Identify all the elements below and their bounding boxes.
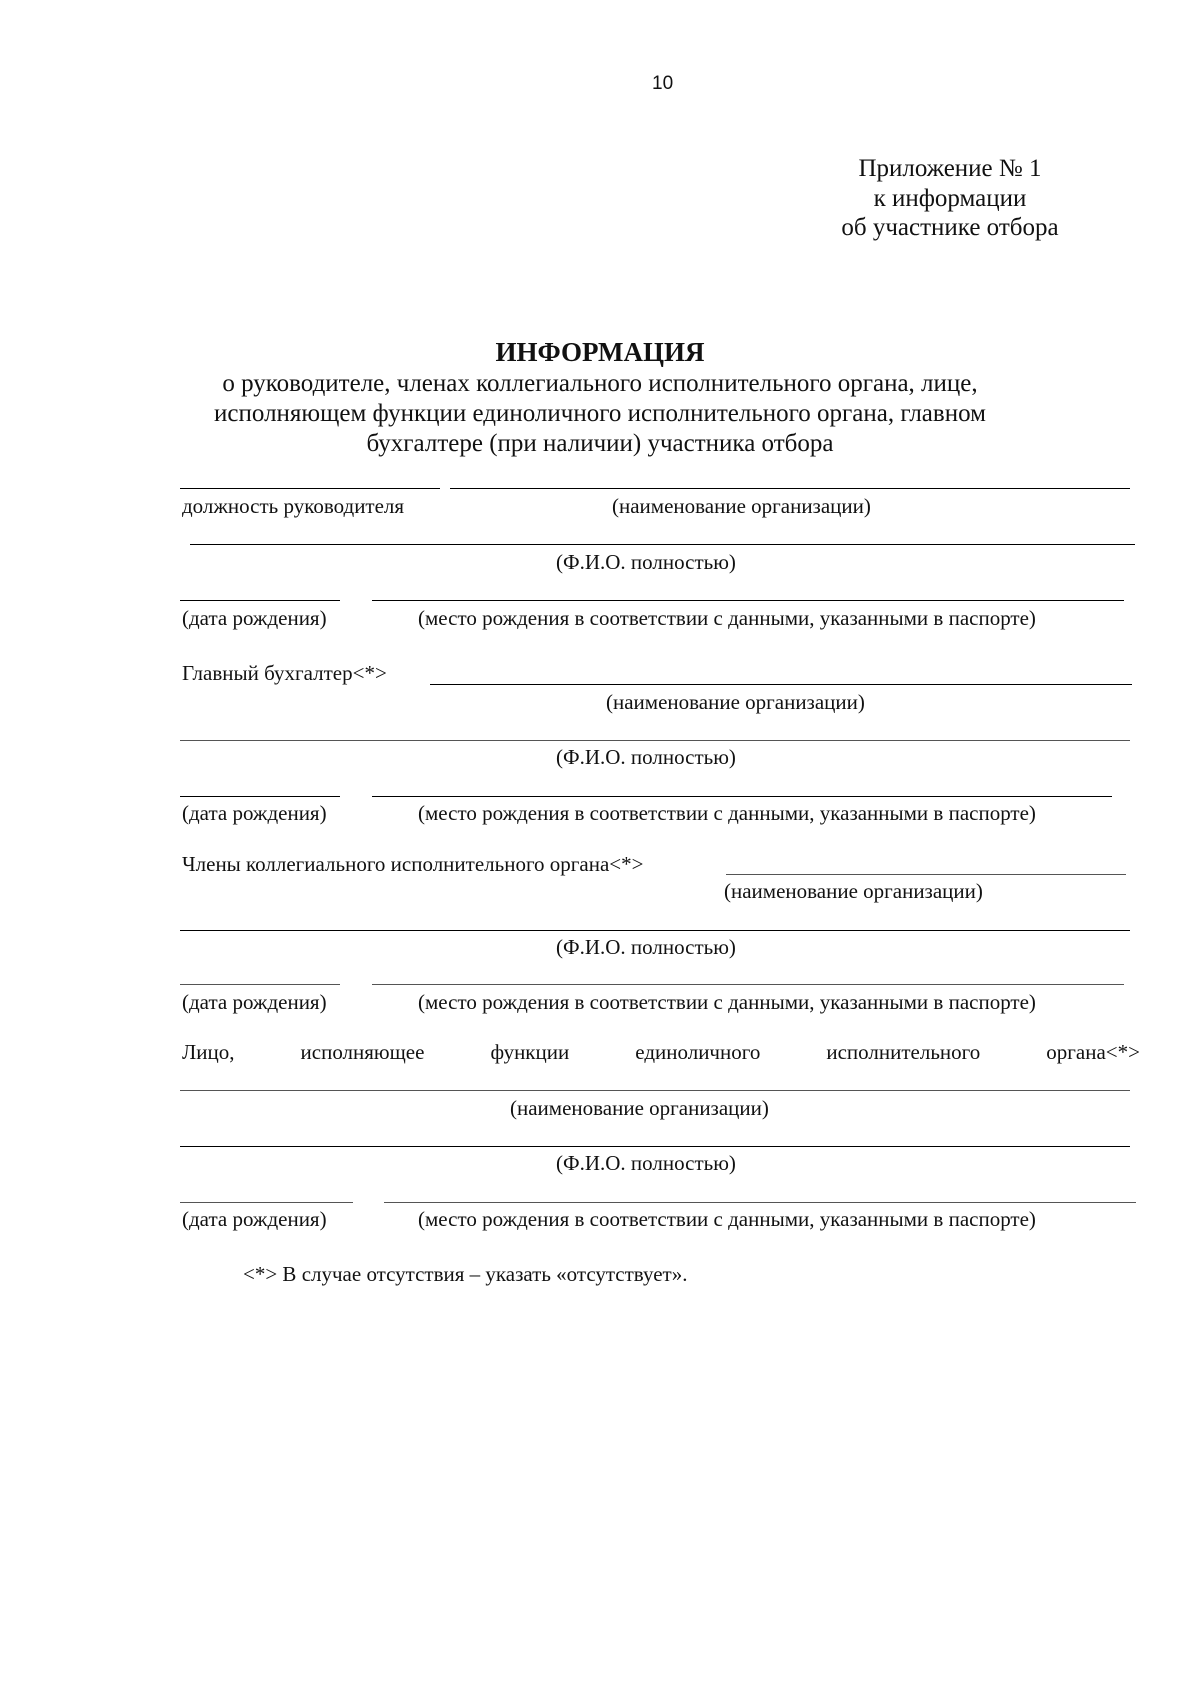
document-subtitle-3: бухгалтере (при наличии) участника отбора [366, 430, 834, 457]
accountant-birth-date-field[interactable] [180, 796, 340, 797]
organization-label: (наименование организации) [612, 494, 871, 518]
document-title: ИНФОРМАЦИЯ [495, 337, 705, 367]
sole-executive-word: исполнительного [826, 1040, 981, 1064]
page-number: 10 [652, 73, 674, 94]
birth-date-label: (дата рождения) [182, 606, 327, 630]
board-fio-label: (Ф.И.О. полностью) [556, 935, 736, 959]
accountant-organization-field[interactable] [430, 684, 1132, 685]
board-birth-date-field[interactable] [180, 984, 340, 985]
appendix-line-2: к информации [873, 185, 1027, 212]
sole-executive-word: функции [490, 1040, 570, 1064]
board-fio-field[interactable] [180, 930, 1130, 931]
sole-birth-date-label: (дата рождения) [182, 1207, 327, 1231]
sole-organization-field[interactable] [180, 1090, 1130, 1091]
sole-birth-place-field[interactable] [384, 1202, 1136, 1203]
sole-fio-field[interactable] [180, 1146, 1130, 1147]
board-members-label: Члены коллегиального исполнительного органа<*> [182, 852, 644, 876]
sole-fio-label: (Ф.И.О. полностью) [556, 1151, 736, 1175]
position-field[interactable] [180, 488, 440, 489]
accountant-fio-field[interactable] [180, 740, 1130, 741]
board-organization-label: (наименование организации) [724, 879, 983, 903]
sole-executive-word: органа<*> [1046, 1040, 1140, 1064]
organization-field[interactable] [450, 488, 1130, 489]
accountant-birth-date-label: (дата рождения) [182, 801, 327, 825]
fio-label: (Ф.И.О. полностью) [556, 550, 736, 574]
sole-organization-label: (наименование организации) [510, 1096, 769, 1120]
sole-executive-word: Лицо, [182, 1040, 235, 1064]
accountant-organization-label: (наименование организации) [606, 690, 865, 714]
sole-birth-place-label: (место рождения в соответствии с данными, указанными в паспорте) [418, 1207, 1036, 1231]
sole-executive-label [182, 1040, 1140, 1065]
board-birth-date-label: (дата рождения) [182, 990, 327, 1014]
board-birth-place-field[interactable] [372, 984, 1124, 985]
footnote: <*> В случае отсутствия – указать «отсутствует». [243, 1262, 688, 1286]
birth-place-label: (место рождения в соответствии с данными, указанными в паспорте) [418, 606, 1036, 630]
chief-accountant-label: Главный бухгалтер<*> [182, 661, 387, 685]
fio-field[interactable] [190, 544, 1135, 545]
accountant-birth-place-label: (место рождения в соответствии с данными, указанными в паспорте) [418, 801, 1036, 825]
sole-executive-word: исполняющее [300, 1040, 425, 1064]
appendix-line-3: об участнике отбора [841, 214, 1059, 241]
accountant-fio-label: (Ф.И.О. полностью) [556, 745, 736, 769]
accountant-birth-place-field[interactable] [372, 796, 1112, 797]
sole-executive-word: единоличного [635, 1040, 761, 1064]
appendix-line-1: Приложение № 1 [858, 155, 1042, 182]
board-birth-place-label: (место рождения в соответствии с данными, указанными в паспорте) [418, 990, 1036, 1014]
sole-birth-date-field[interactable] [180, 1202, 353, 1203]
birth-place-field[interactable] [372, 600, 1124, 601]
document-subtitle-1: о руководителе, членах коллегиального исполнительного органа, лице, [222, 370, 978, 397]
board-organization-field[interactable] [726, 874, 1126, 875]
birth-date-field[interactable] [180, 600, 340, 601]
document-subtitle-2: исполняющем функции единоличного исполнительного органа, главном [214, 400, 986, 427]
position-label: должность руководителя [182, 494, 405, 518]
